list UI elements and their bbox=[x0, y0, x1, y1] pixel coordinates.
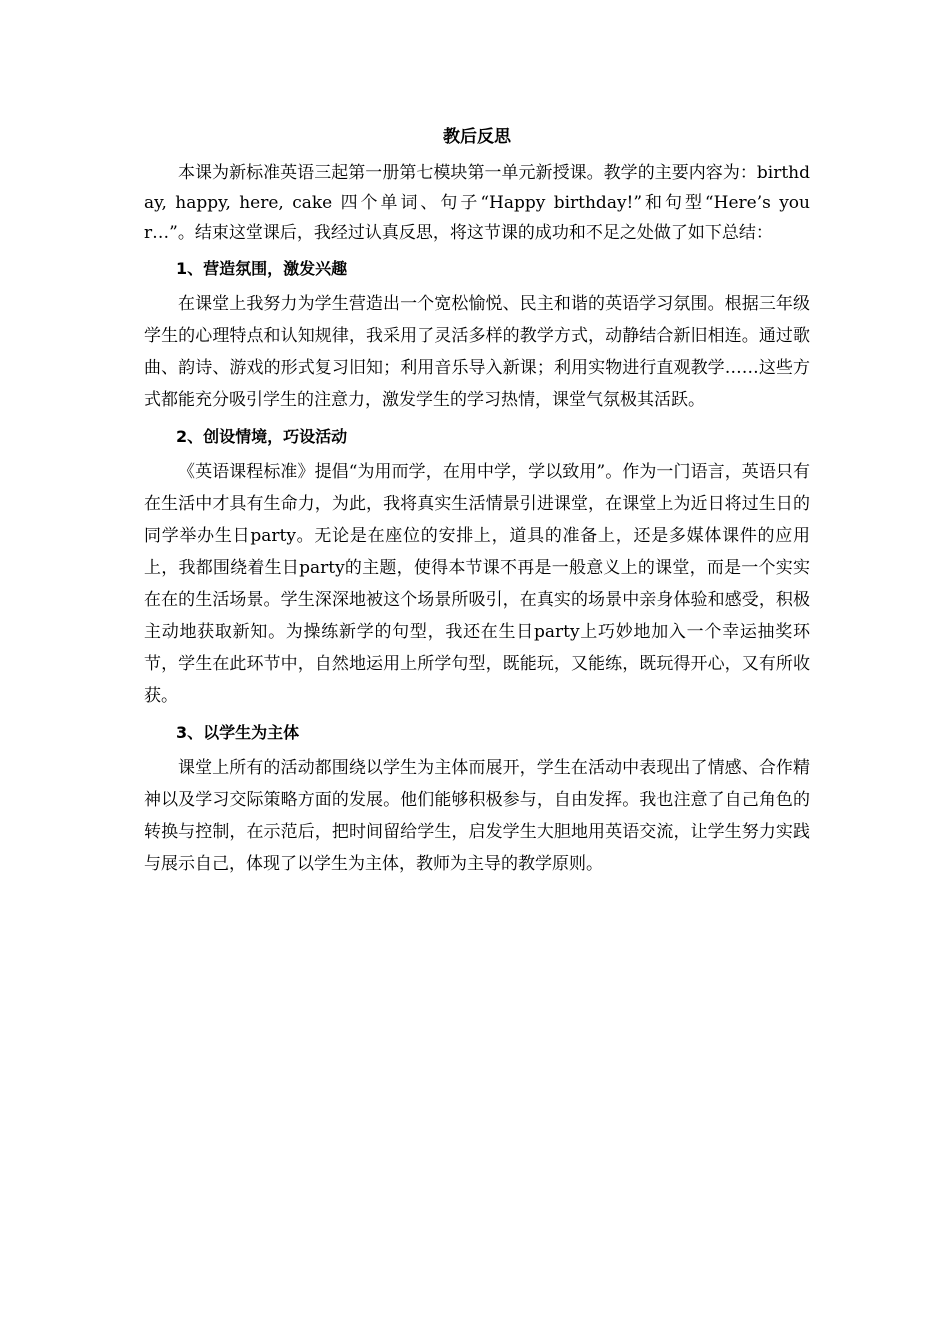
section-1-body: 在课堂上我努力为学生营造出一个宽松愉悦、民主和谐的英语学习氛围。根据三年级学生的心理特点和认知规律，我采用了灵活多样的教学方式，动静结合新旧相连。通过歌曲、韵诗、游戏的形式复习旧知；利用音乐导入新课；利用实物进行直观教学……这些方式都能充分吸引学生的注意力，激发学生的学习热情，课堂气氛极其活跃。 bbox=[144, 294, 810, 410]
document-page bbox=[144, 122, 810, 880]
intro-paragraph: 本课为新标准英语三起第一册第七模块第一单元新授课。教学的主要内容为：birthday, happy, here, cake 四个单词、句子“Happy birthday!”和句型“Here’s your…”。结束这堂课后，我经过认真反思，将这节课的成功和不足之处做了如下总结： bbox=[144, 163, 810, 243]
section-1-heading: 1、营造氛围，激发兴趣 bbox=[176, 259, 348, 278]
section-1 bbox=[144, 254, 810, 416]
section-3 bbox=[144, 718, 810, 880]
section-2-heading: 2、创设情境，巧设活动 bbox=[176, 427, 348, 446]
section-2 bbox=[144, 422, 810, 712]
section-3-heading: 3、以学生为主体 bbox=[176, 723, 300, 742]
document-title: 教后反思 bbox=[443, 127, 511, 147]
section-3-body: 课堂上所有的活动都围绕以学生为主体而展开，学生在活动中表现出了情感、合作精神以及学习交际策略方面的发展。他们能够积极参与，自由发挥。我也注意了自己角色的转换与控制，在示范后，把时间留给学生，启发学生大胆地用英语交流，让学生努力实践与展示自己，体现了以学生为主体，教师为主导的教学原则。 bbox=[144, 758, 810, 874]
section-2-body: 《英语课程标准》提倡“为用而学，在用中学，学以致用”。作为一门语言，英语只有在生活中才具有生命力，为此，我将真实生活情景引进课堂，在课堂上为近日将过生日的同学举办生日party。无论是在座位的安排上，道具的准备上，还是多媒体课件的应用上，我都围绕着生日party的主题，使得本节课不再是一般意义上的课堂，而是一个实实在在的生活场景。学生深深地被这个场景所吸引，在真实的场景中亲身体验和感受，积极主动地获取新知。为操练新学的句型，我还在生日party上巧妙地加入一个幸运抽奖环节，学生在此环节中，自然地运用上所学句型，既能玩，又能练，既玩得开心，又有所收获。 bbox=[144, 462, 810, 706]
